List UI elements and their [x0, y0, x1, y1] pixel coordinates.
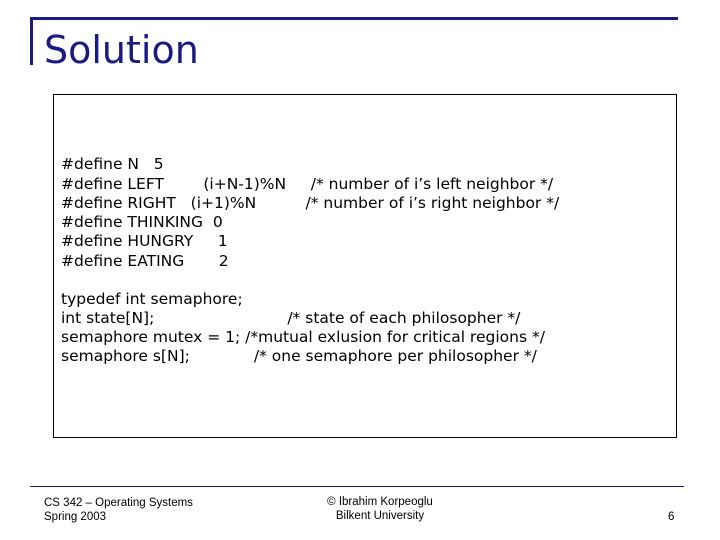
author-institution: Bilkent University	[335, 510, 425, 522]
footer-divider	[30, 486, 684, 487]
footer-course	[44, 496, 193, 524]
slide-title: Solution	[44, 28, 199, 72]
declaration-line: typedef int semaphore;	[61, 290, 243, 308]
declaration-line: semaphore mutex = 1; /*mutual exlusion for critical regions */	[61, 328, 545, 346]
title-accent	[30, 17, 33, 65]
define-line: #define EATING 2	[61, 252, 229, 270]
footer-author	[300, 495, 460, 523]
course-name: CS 342 – Operating Systems	[44, 497, 193, 509]
define-line: #define THINKING 0	[61, 213, 223, 231]
course-term: Spring 2003	[44, 511, 107, 523]
define-line: #define N 5	[61, 155, 164, 173]
define-line: #define HUNGRY 1	[61, 232, 228, 250]
title-divider	[30, 17, 678, 20]
declaration-line: semaphore s[N]; /* one semaphore per philosopher */	[61, 347, 537, 365]
page-number: 6	[668, 511, 675, 523]
author-name: © Ibrahim Korpeoglu	[327, 496, 433, 508]
declaration-line: int state[N]; /* state of each philosopher */	[61, 309, 521, 327]
define-line: #define LEFT (i+N-1)%N /* number of i’s left neighbor */	[61, 175, 554, 193]
define-line: #define RIGHT (i+1)%N /* number of i’s right neighbor */	[61, 194, 560, 212]
